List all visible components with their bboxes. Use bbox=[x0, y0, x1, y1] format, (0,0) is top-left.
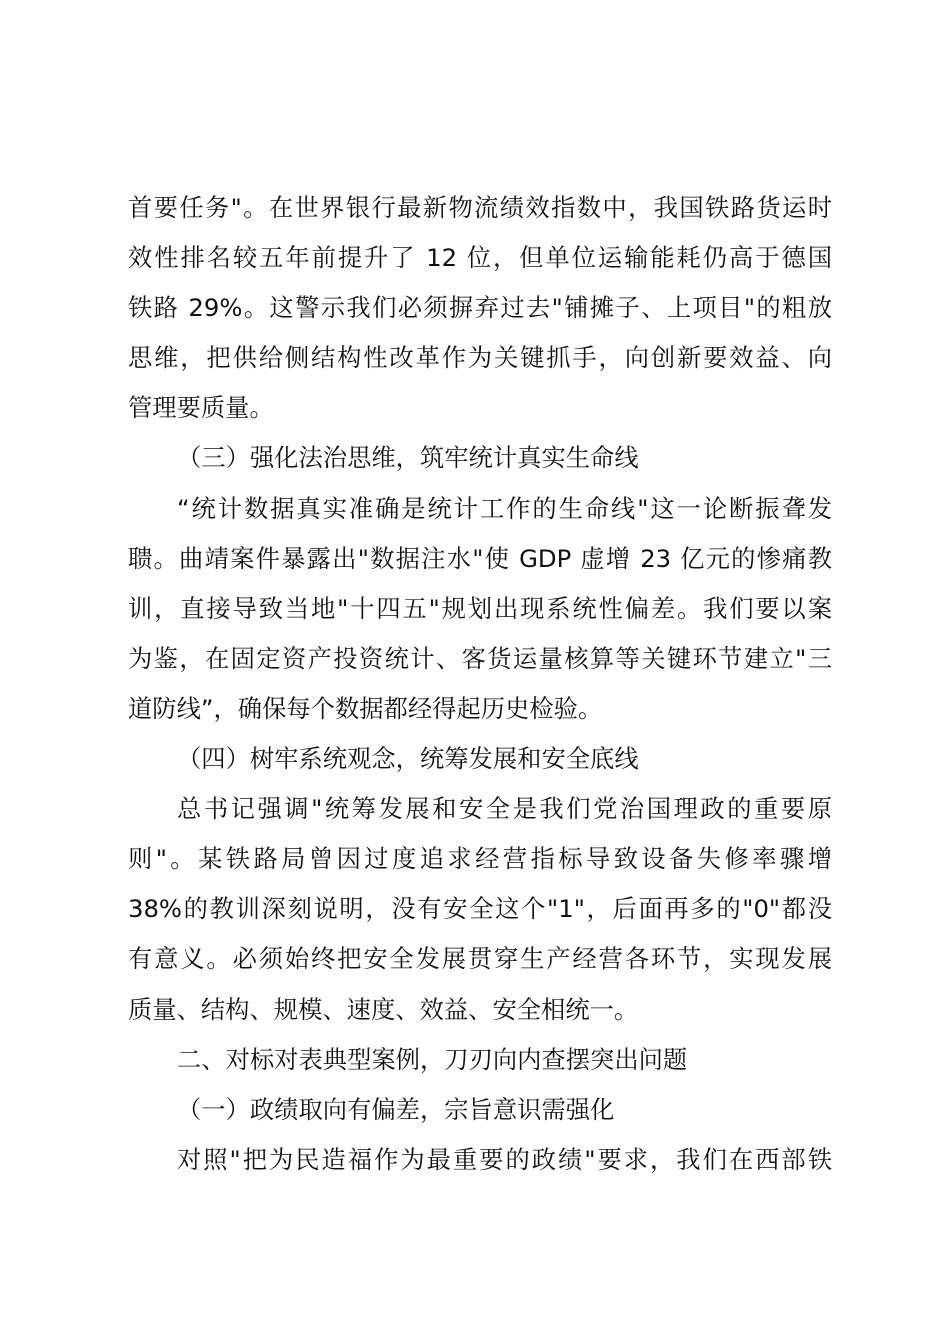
paragraph-line: 有意义。必须始终把安全发展贯穿生产经营各环节，实现发展 bbox=[128, 944, 832, 974]
paragraph-line: 训，直接导致当地"十四五"规划出现系统性偏差。我们要以案 bbox=[128, 593, 832, 623]
paragraph-line: 总书记强调"统筹发展和安全是我们党治国理政的重要原 bbox=[177, 794, 832, 824]
paragraph-line: 道防线”，确保每个数据都经得起历史检验。 bbox=[128, 693, 603, 723]
paragraph-line: 铁路 29%。这警示我们必须摒弃过去"铺摊子、上项目"的粗放 bbox=[128, 293, 832, 323]
paragraph-line: 效性排名较五年前提升了 12 位，但单位运输能耗仍高于德国 bbox=[128, 243, 832, 273]
paragraph-line: 对照"把为民造福作为最重要的政绩"要求，我们在西部铁 bbox=[177, 1144, 832, 1174]
section-heading: （一）政绩取向有偏差，宗旨意识需强化 bbox=[177, 1094, 615, 1124]
paragraph-line: 38%的教训深刻说明，没有安全这个"1"，后面再多的"0"都没 bbox=[128, 894, 832, 924]
chapter-heading: 二、对标对表典型案例，刀刃向内查摆突出问题 bbox=[177, 1044, 688, 1074]
paragraph-line: “统计数据真实准确是统计工作的生命线"这一论断振聋发 bbox=[177, 493, 832, 523]
section-heading: （四）树牢系统观念，统筹发展和安全底线 bbox=[177, 744, 639, 774]
paragraph-line: 管理要质量。 bbox=[128, 393, 274, 423]
paragraph-line: 为鉴，在固定资产投资统计、客货运量核算等关键环节建立"三 bbox=[128, 643, 832, 673]
paragraph-line: 聩。曲靖案件暴露出"数据注水"使 GDP 虚增 23 亿元的惨痛教 bbox=[128, 543, 832, 573]
paragraph-line: 首要任务"。在世界银行最新物流绩效指数中，我国铁路货运时 bbox=[128, 193, 832, 222]
paragraph-line: 质量、结构、规模、速度、效益、安全相统一。 bbox=[128, 994, 639, 1024]
paragraph-line: 则"。某铁路局曾因过度追求经营指标导致设备失修率骤增 bbox=[128, 844, 832, 874]
paragraph-line: 思维，把供给侧结构性改革作为关键抓手，向创新要效益、向 bbox=[128, 343, 832, 373]
document-body bbox=[128, 183, 832, 1185]
section-heading: （三）强化法治思维，筑牢统计真实生命线 bbox=[177, 443, 639, 473]
